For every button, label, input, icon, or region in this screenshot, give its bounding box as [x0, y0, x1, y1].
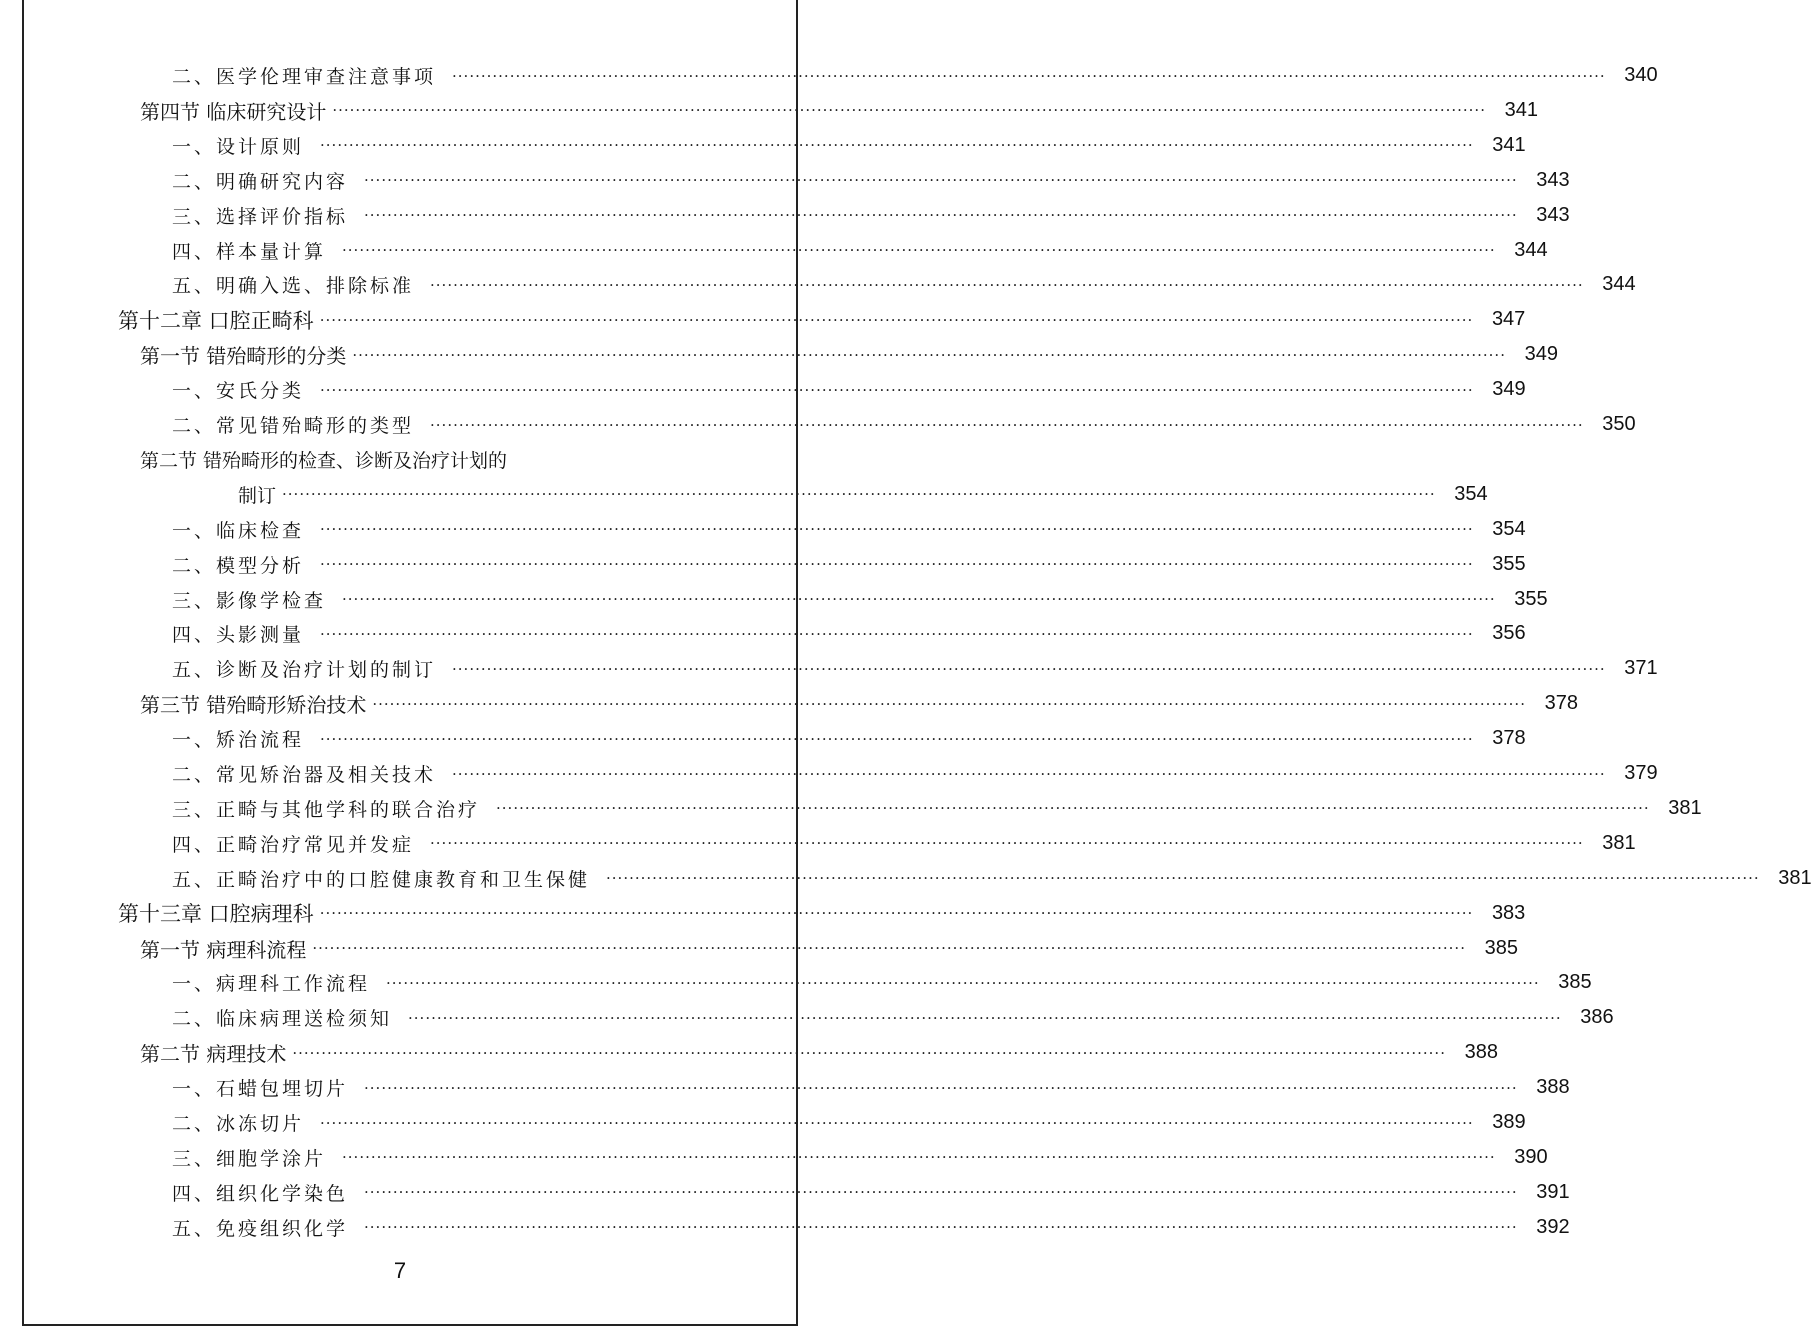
- toc-entry-title: 三、影像学检查: [172, 589, 327, 612]
- toc-entry-title: 一、临床检查: [172, 519, 305, 542]
- toc-entry-title: 五、诊断及治疗计划的制订: [172, 659, 437, 682]
- toc-leader-dots: ········································································································································································································: [320, 1113, 1474, 1132]
- page-number: 7: [393, 1258, 407, 1283]
- toc-leader-dots: ········································································································································································································: [364, 171, 1518, 190]
- toc-entry-page: 356: [1492, 622, 1526, 645]
- toc-leader-dots: ········································································································································································································: [364, 206, 1518, 225]
- toc-leader-dots: ········································································································································································································: [606, 869, 1760, 888]
- toc-entry-title: 一、石蜡包埋切片: [172, 1078, 349, 1101]
- toc-leader-dots: ········································································································································································································: [386, 973, 1540, 992]
- toc-entry-title: 二、临床病理送检须知: [172, 1008, 393, 1031]
- toc-entry-title: 二、常见错殆畸形的类型: [172, 415, 415, 437]
- toc-entry-page: 349: [1492, 378, 1526, 401]
- toc-entry-title: 一、安氏分类: [172, 380, 305, 403]
- toc-entry[interactable]: [172, 721, 1526, 756]
- toc-leader-dots: ········································································································································································································: [320, 136, 1474, 155]
- toc-entry-title: 一、矫治流程: [172, 729, 305, 752]
- toc-leader-dots: ········································································································································································································: [496, 799, 1650, 818]
- toc-entry-title: 三、细胞学涂片: [172, 1147, 327, 1170]
- toc-entry[interactable]: [172, 1210, 1570, 1245]
- toc-entry[interactable]: [140, 442, 736, 477]
- toc-leader-dots: ········································································································································································································: [292, 1043, 1446, 1062]
- toc-entry-page: 389: [1492, 1111, 1526, 1133]
- toc-leader-dots: ········································································································································································································: [430, 415, 1584, 434]
- toc-entry[interactable]: [172, 1105, 1526, 1140]
- toc-entry-title: 第十三章 口腔病理科: [118, 902, 314, 927]
- toc-entry-title: 五、明确入选、排除标准: [172, 275, 415, 298]
- toc-entry[interactable]: [172, 582, 1548, 617]
- toc-entry[interactable]: [172, 651, 1658, 686]
- toc-entry-page: 388: [1464, 1041, 1498, 1064]
- toc-entry-title: 四、样本量计算: [172, 240, 327, 263]
- toc-entry[interactable]: [172, 407, 1636, 442]
- toc-entry[interactable]: [172, 1070, 1570, 1105]
- toc-entry-title: 一、病理科工作流程: [172, 973, 371, 996]
- toc-entry-page: 340: [1624, 64, 1658, 86]
- toc-entry[interactable]: [238, 477, 1488, 512]
- toc-leader-dots: ········································································································································································································: [320, 520, 1474, 539]
- toc-entry-page: 381: [1668, 796, 1702, 819]
- toc-entry[interactable]: [140, 93, 1538, 128]
- toc-entry-title: 三、选择评价指标: [172, 205, 349, 228]
- toc-entry[interactable]: [172, 965, 1592, 1000]
- toc-leader-dots: ········································································································································································································: [320, 729, 1474, 748]
- toc-entry-page: 386: [1580, 1006, 1614, 1029]
- toc-entry-page: 392: [1536, 1215, 1570, 1238]
- toc-entry-page: 354: [1492, 517, 1526, 540]
- toc-leader-dots: ········································································································································································································: [364, 1078, 1518, 1097]
- toc-entry-page: 383: [1491, 901, 1526, 924]
- toc-entry-page: 355: [1514, 587, 1548, 610]
- toc-entry[interactable]: [118, 302, 1526, 337]
- toc-entry[interactable]: [140, 931, 1518, 966]
- toc-entry-page: 381: [1602, 831, 1636, 854]
- toc-entry[interactable]: [172, 756, 1658, 791]
- toc-entry-page: 378: [1492, 727, 1526, 750]
- toc-leader-dots: ········································································································································································································: [352, 345, 1506, 364]
- toc-entry-page: 343: [1536, 203, 1570, 226]
- toc-leader-dots: ········································································································································································································: [320, 555, 1474, 574]
- toc-leader-dots: ········································································································································································································: [364, 1218, 1518, 1237]
- toc-leader-dots: ········································································································································································································: [342, 1148, 1496, 1167]
- toc-entry[interactable]: [172, 861, 1812, 896]
- toc-entry[interactable]: [172, 1140, 1548, 1175]
- toc-entry-title: 第十二章 口腔正畸科: [118, 308, 314, 333]
- toc-entry-title: 二、模型分析: [172, 554, 305, 577]
- toc-entry-title: 五、免疫组织化学: [172, 1217, 349, 1240]
- toc-entry-title: 二、医学伦理审查注意事项: [172, 66, 437, 88]
- toc-entry-page: 341: [1504, 98, 1538, 121]
- toc-entry-page: 385: [1484, 936, 1518, 959]
- toc-entry-page: 350: [1602, 413, 1636, 435]
- toc-entry-page: 379: [1624, 762, 1658, 784]
- toc-entry-page: 371: [1624, 657, 1658, 680]
- toc-leader-dots: ········································································································································································································: [430, 275, 1584, 294]
- toc-leader-dots: ········································································································································································································: [452, 659, 1606, 678]
- toc-entry-title: 第一节 病理科流程: [140, 937, 307, 962]
- toc-leader-dots: ········································································································································································································: [408, 1008, 1562, 1027]
- toc-entry-page: 391: [1536, 1180, 1570, 1203]
- toc-entry[interactable]: [172, 58, 1658, 93]
- toc-entry[interactable]: [172, 198, 1570, 233]
- toc-entry-page: 347: [1491, 308, 1526, 331]
- toc-entry-title: 制订: [238, 484, 277, 507]
- toc-entry-title: 四、正畸治疗常见并发症: [172, 833, 415, 856]
- toc-leader-dots: ········································································································································································································: [430, 834, 1584, 853]
- toc-entry[interactable]: [172, 547, 1526, 582]
- toc-entry-page: 349: [1524, 343, 1558, 366]
- toc-entry[interactable]: [172, 372, 1526, 407]
- toc-entry-title: 第三节 错殆畸形矫治技术: [140, 693, 367, 718]
- toc-entry-page: 385: [1558, 971, 1592, 994]
- toc-entry[interactable]: [172, 791, 1702, 826]
- toc-leader-dots: ········································································································································································································: [364, 1183, 1518, 1202]
- toc-entry[interactable]: [140, 686, 1578, 721]
- toc-leader-dots: ········································································································································································································: [320, 624, 1474, 643]
- toc-entry-page: 388: [1536, 1076, 1570, 1099]
- toc-entry-page: 354: [1454, 482, 1488, 505]
- toc-entry[interactable]: [172, 233, 1548, 268]
- toc-leader-dots: ········································································································································································································: [282, 485, 1436, 504]
- toc-entry[interactable]: [172, 163, 1570, 198]
- toc-leader-dots: ········································································································································································································: [342, 241, 1496, 259]
- toc-entry-title: 第二节 病理技术: [140, 1042, 287, 1067]
- toc-entry[interactable]: [172, 267, 1636, 302]
- toc-entry-page: 343: [1536, 168, 1570, 191]
- toc-entry[interactable]: [172, 1175, 1570, 1210]
- toc-entry-title: 四、组织化学染色: [172, 1182, 349, 1205]
- toc-entry-title: 二、常见矫治器及相关技术: [172, 764, 437, 786]
- toc-entry-page: 344: [1602, 273, 1636, 296]
- toc-entry-title: 二、明确研究内容: [172, 170, 349, 193]
- toc-entry-page: 344: [1514, 238, 1548, 261]
- toc-entry-page: 355: [1492, 552, 1526, 575]
- toc-entry[interactable]: [140, 337, 1558, 372]
- toc-entry[interactable]: [172, 512, 1526, 547]
- toc-entry[interactable]: [172, 616, 1526, 651]
- toc-entry[interactable]: [172, 1000, 1614, 1035]
- toc-leader-dots: ········································································································································································································: [452, 66, 1606, 85]
- toc-entry-title: 一、设计原则: [172, 135, 305, 158]
- toc-leader-dots: ········································································································································································································: [319, 310, 1474, 329]
- toc-entry-title: 五、正畸治疗中的口腔健康教育和卫生保健: [172, 868, 591, 891]
- toc-entry-page: 381: [1778, 866, 1812, 889]
- toc-entry[interactable]: [172, 128, 1526, 163]
- toc-entry-title: 二、冰冻切片: [172, 1113, 305, 1135]
- toc-leader-dots: ········································································································································································································: [319, 904, 1474, 923]
- toc-entry-title: 第一节 错殆畸形的分类: [140, 344, 347, 369]
- toc-entry-title: 第二节 错殆畸形的检查、诊断及治疗计划的: [140, 449, 508, 472]
- toc-leader-dots: ········································································································································································································: [452, 764, 1606, 783]
- toc-entry-title: 第四节 临床研究设计: [140, 99, 327, 124]
- toc-entry[interactable]: [140, 1035, 1498, 1070]
- toc-entry-page: 390: [1514, 1145, 1548, 1168]
- toc-leader-dots: ········································································································································································································: [342, 590, 1496, 608]
- toc-entry[interactable]: [118, 896, 1526, 931]
- toc-entry-title: 三、正畸与其他学科的联合治疗: [172, 798, 481, 821]
- toc-leader-dots: ········································································································································································································: [320, 380, 1474, 399]
- toc-leader-dots: ········································································································································································································: [332, 101, 1486, 120]
- toc-entry-page: 378: [1544, 692, 1578, 715]
- toc-leader-dots: ········································································································································································································: [372, 694, 1526, 713]
- toc-entry-page: 341: [1492, 133, 1526, 156]
- toc-leader-dots: ········································································································································································································: [312, 939, 1466, 957]
- toc-entry[interactable]: [172, 826, 1636, 861]
- toc-entry-title: 四、头影测量: [172, 624, 305, 647]
